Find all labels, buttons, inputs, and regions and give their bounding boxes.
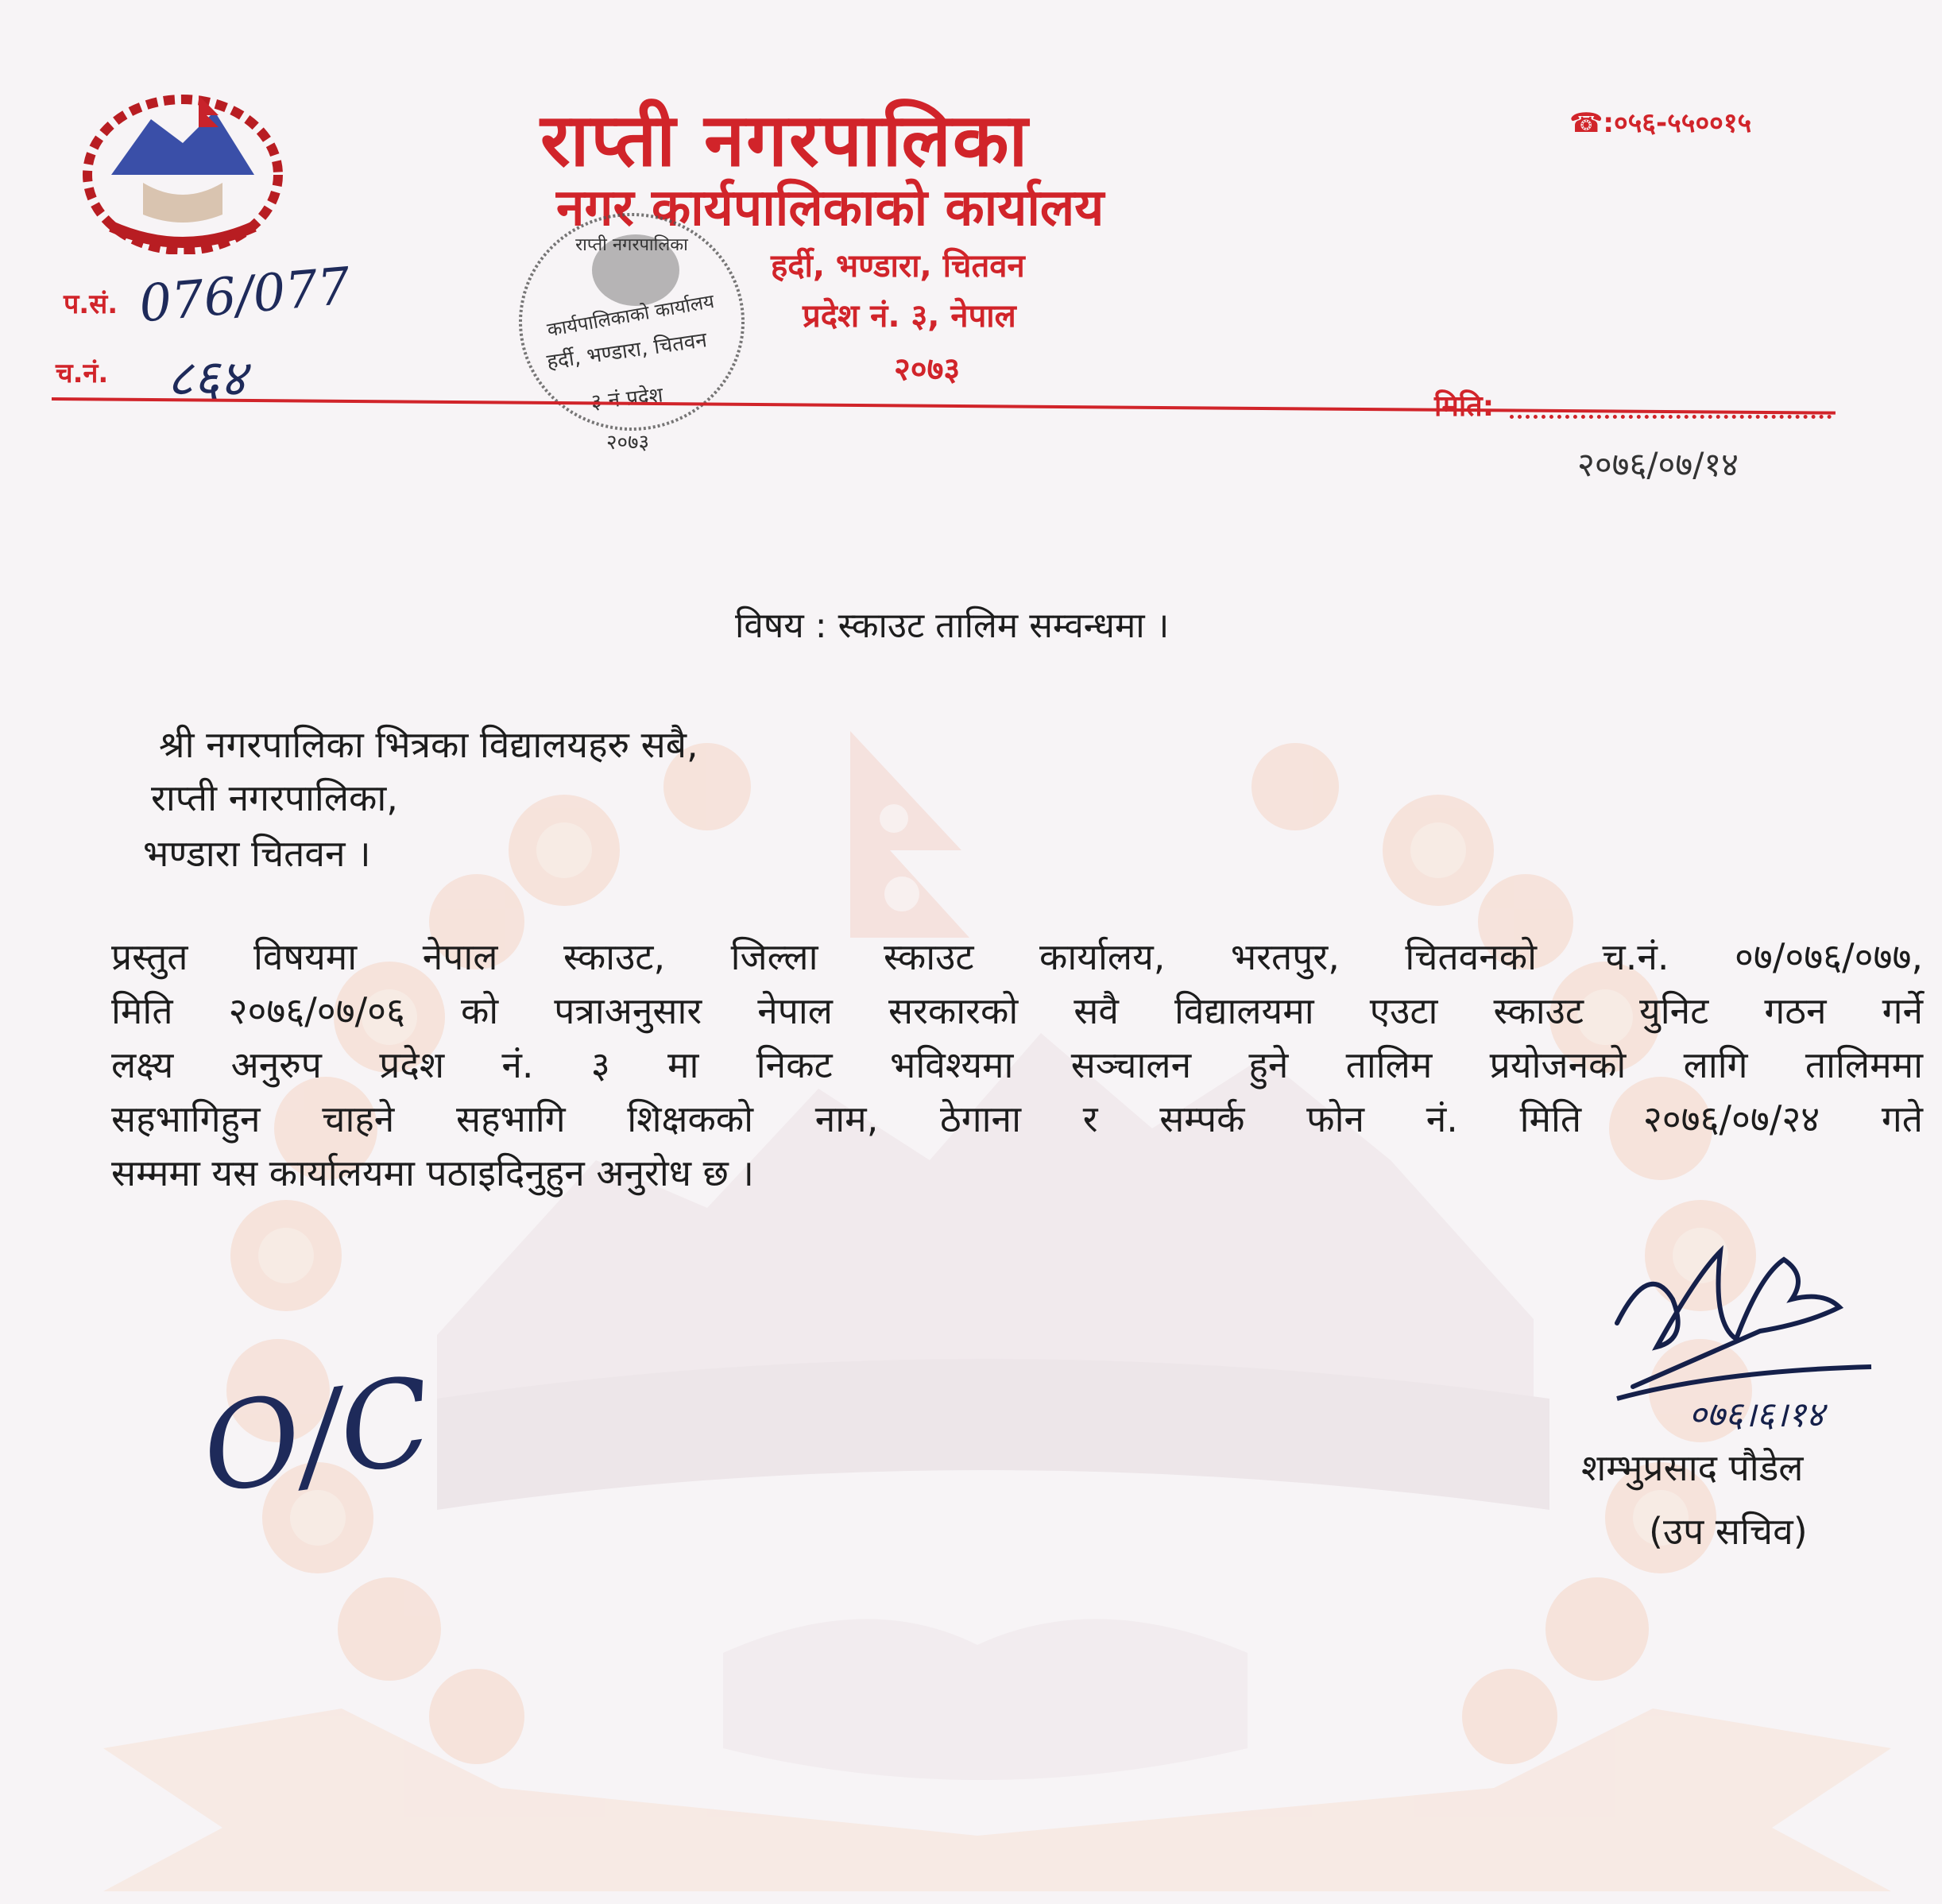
date-label: मिति:: [1434, 390, 1495, 423]
office-subtitle: नगर कार्यपालिकाको कार्यालय: [556, 179, 1104, 238]
date-dotted-line: [1510, 407, 1832, 419]
municipality-title: राप्ती नगरपालिका: [540, 98, 1030, 183]
patra-sankhya-label: प.सं.: [64, 288, 118, 320]
patra-sankhya-value: 076/077: [137, 257, 353, 335]
signer-designation: (उप सचिव): [1649, 1510, 1808, 1553]
office-phone: ☎:०५६-५५००१५: [1569, 107, 1752, 139]
body-line-5: सम्ममा यस कार्यालयमा पठाइदिनुहुन अनुरोध छ ।: [111, 1151, 754, 1194]
stamp-line-1: राप्ती नगरपालिका: [575, 235, 688, 255]
addressee-line-3: भण्डारा चितवन ।: [143, 832, 371, 875]
office-province: प्रदेश नं. ३, नेपाल: [803, 298, 1016, 335]
body-line-4: सहभागिहुन चाहने सहभागि शिक्षकको नाम, ठेगाना र सम्पर्क फोन नं. मिति २०७६/०७/२४ गते: [111, 1097, 1923, 1140]
body-line-2: मिति २०७६/०७/०६ को पत्राअनुसार नेपाल सरकारको सवै विद्यालयमा एउटा स्काउट युनिट गठन गर्ने: [111, 989, 1923, 1032]
handwritten-oc-note: O/C: [194, 1351, 440, 1521]
signer-name: शम्भुप्रसाद पौडेल: [1581, 1446, 1804, 1489]
handwritten-signature: [1601, 1228, 1887, 1434]
signature-date: ०७६।६।१४: [1689, 1395, 1824, 1434]
body-line-3: लक्ष्य अनुरुप प्रदेश नं. ३ मा निकट भविश्यमा सञ्चालन हुने तालिम प्रयोजनको लागि तालिममा: [111, 1043, 1923, 1086]
chalani-number-value: ८६४: [167, 350, 246, 408]
addressee-line-2: राप्ती नगरपालिका,: [151, 776, 398, 819]
stamp-line-4: ३ नं प्रदेश: [590, 383, 664, 415]
letter-subject: विषय : स्काउट तालिम सम्वन्धमा ।: [735, 606, 1170, 646]
stamp-line-3: हर्दी, भण्डारा, चितवन: [545, 328, 709, 375]
established-year: २०७३: [894, 351, 961, 388]
nepal-government-logo: [79, 79, 286, 254]
body-line-1: प्रस्तुत विषयमा नेपाल स्काउट, जिल्ला स्काउट कार्यालय, भरतपुर, चितवनको च.नं. ०७/०७६/०७७,: [111, 935, 1923, 978]
chalani-number-label: च.नं.: [56, 358, 109, 389]
stamp-line-5: २०७३: [605, 431, 650, 455]
office-stamp: [509, 203, 755, 465]
office-address: हर्दी, भण्डारा, चितवन: [771, 248, 1025, 284]
letter-body: [111, 930, 1923, 1200]
date-value: २०७६/०७/१४: [1577, 445, 1739, 484]
stamp-line-2: कार्यपालिकाको कार्यालय: [545, 289, 716, 342]
addressee-line-1: श्री नगरपालिका भित्रका विद्यालयहरु सबै,: [159, 723, 698, 766]
